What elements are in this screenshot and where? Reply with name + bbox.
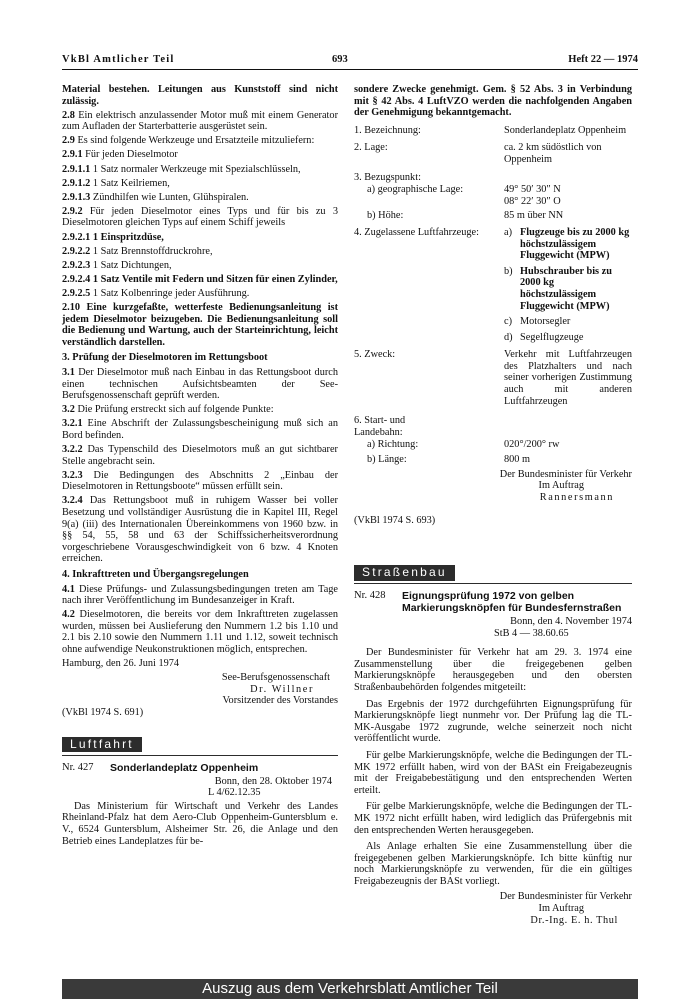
list-item: 2.9.2.2 1 Satz Brennstoffdruckrohre,	[62, 245, 213, 257]
footer-banner: Auszug aus dem Verkehrsblatt Amtlicher Teil	[62, 979, 638, 999]
paragraph: 4.2 Dieselmotoren, die bereits vor dem Inkrafttreten zugelassen wurden, müssen bei Auslieferung den Nummern 1.2 bis 1.10 und 2.1 bis 2.10 sowie den Nummern 1.11 und 1.12, soweit technisch ohne aufwendige Neukonstruktionen möglich, entsprechen.	[62, 609, 338, 656]
list-item: 2.9.2 Für jeden Dieselmotor eines Typs und für bis zu 3 Dieselmotoren gleichen Typs auf einem Schiff jeweils	[62, 205, 338, 229]
paragraph: Der Bundesminister für Verkehr hat am 29. 3. 1974 eine Zusammenstellung über die freigegebenen gelben Markierungsknöpfe herausgegeben und den obersten Straßenbaubehörden folgendes mitgeteilt:	[354, 647, 632, 693]
signature-name: Rannersmann	[539, 491, 614, 503]
notice-ref: StB 4 — 38.60.65	[494, 627, 569, 639]
field-row: 4. Zugelassene Luftfahrzeuge: a) Flugzeuge bis zu 2000 kg höchstzulässigem Fluggewicht (MPW) b) Hubschrauber bis zu 2000 kg höchstzulässigem Fluggewicht (MPW) c) Motorsegler d) Segelflugzeuge	[354, 226, 630, 343]
section-heading: 3. Prüfung der Dieselmotoren im Rettungsboot	[62, 352, 268, 364]
page-header	[62, 53, 638, 70]
paragraph: Für gelbe Markierungsknöpfe, welche die Bedingungen der TL-MK 1972 nicht erfüllt haben, wird lediglich das Prüfergebnis mit den entsprechenden Werten herausgegeben.	[354, 801, 632, 836]
notice-heading	[62, 762, 338, 774]
paragraph: 3.2.3 Die Bedingungen des Abschnitts 2 „Einbau der Dieselmotoren in Rettungsboote“ müssen erfüllt sein.	[62, 469, 338, 493]
field-row: b) Höhe: 85 m über NN	[367, 210, 564, 222]
left-column	[62, 84, 338, 850]
paragraph: 3.2.1 Eine Abschrift der Zulassungsbescheinigung muß sich an Bord befinden.	[62, 418, 338, 441]
signature-org: See-Berufsgenossenschaft	[221, 672, 330, 684]
paragraph: 2.10 Eine kurzgefaßte, wetterfeste Bedienungsanleitung ist jedem Dieselmotor beizugeben. Die Bedienungsanleitung soll die Bedienung und Wartung, auch der Starteinrichtung, leicht verständlich darstellen.	[62, 302, 338, 348]
field-row: b) Länge: 800 m	[367, 454, 531, 466]
journal-title: VkBl Amtlicher Teil	[62, 54, 175, 65]
signature-name: Dr. Willner	[250, 683, 314, 695]
field-row: a) Richtung: 020°/200° rw	[367, 439, 560, 451]
signature-title: Vorsitzender des Vorstandes	[222, 695, 338, 707]
field-row: 2. Lage: ca. 2 km südöstlich von Oppenheim	[354, 142, 602, 165]
notice-number: Nr. 428	[354, 590, 386, 601]
signature-name: Dr.-Ing. E. h. Thul	[530, 914, 618, 926]
paragraph: 3.2.4 Das Rettungsboot muß in ruhigem Wasser bei voller Besetzung und vollständiger Ausrüstung die in Kapitel III, Regel 9(a) (iii) des Internationalen Übereinkommens von 1960 bzw. in §§ 54, 55, 58 und 63 der Schiffssicherheitsverordnung vorgeschriebene Vorausgeschwindigkeit von 6 bzw. 4 Knoten erreichen.	[62, 495, 338, 565]
paragraph: Als Anlage erhalten Sie eine Zusammenstellung über die freigegebenen gelben Markierungsknöpfe. Ich bitte künftig nur noch Markierungsknöpfe zu verwenden, für die ein gültiges Freigabezeugnis der BASt vorliegt.	[354, 841, 632, 887]
signature-org: Der Bundesminister für Verkehr	[499, 468, 632, 480]
section-banner-row	[354, 565, 632, 584]
list-item: 2.9.2.1 1 Einspritzdüse,	[62, 231, 164, 243]
field-row: 5. Zweck: Verkehr mit Luftfahrzeugen des Platzhalters und nach seiner vorherigen Zustimmung auch mit anderen Luftfahrzeugen	[354, 349, 632, 407]
field-row: 6. Start- und Landebahn:	[354, 415, 406, 438]
notice-number: Nr. 427	[62, 761, 94, 773]
field-row: 1. Bezeichnung: Sonderlandeplatz Oppenheim	[354, 124, 627, 136]
reference: (VkBl 1974 S. 691)	[62, 707, 144, 718]
section-banner-luftfahrt: Luftfahrt	[62, 737, 142, 753]
paragraph: Material bestehen. Leitungen aus Kunststoff sind nicht zulässig.	[62, 84, 338, 107]
paragraph: 2.9 Es sind folgende Werkzeuge und Ersatzteile mitzuliefern:	[62, 135, 315, 147]
paragraph: 2.8 Ein elektrisch anzulassender Motor muß mit einem Generator zum Aufladen der Starterbatterie ausgerüstet sein.	[62, 109, 338, 133]
paragraph: Das Ministerium für Wirtschaft und Verkehr des Landes Rheinland-Pfalz hat dem Aero-Club Oppenheim-Guntersblum e. V., 6524 Guntersblum, Alsheimer Str. 26, die Anlage und den Betrieb eines Landeplatzes für be-	[62, 800, 338, 847]
notice-title: Eignungsprüfung 1972 von gelben Markierungsknöpfen für Bundesfernstraßen	[402, 590, 622, 614]
notice-heading	[354, 590, 632, 614]
field-row: a) geographische Lage: 49° 50′ 30″ N 08° 22′ 30″ O	[367, 184, 561, 207]
notice-date: Bonn, den 4. November 1974	[510, 616, 632, 627]
issue-label: Heft 22 — 1974	[568, 54, 638, 65]
paragraph: Für gelbe Markierungsknöpfe, welche die Bedingungen der TL-MK 1972 erfüllt haben, wird von der BASt ein Freigabezeugnis mit der Freigabebestätigung und den entsprechenden Werten erteilt.	[354, 749, 632, 796]
list-item: 2.9.2.5 1 Satz Kolbenringe jeder Ausführung.	[62, 287, 250, 299]
signature-title: Im Auftrag	[538, 480, 584, 492]
field-row: 3. Bezugspunkt:	[354, 171, 421, 183]
reference: (VkBl 1974 S. 693)	[354, 515, 436, 527]
list-item: 2.9.2.4 1 Satz Ventile mit Federn und Sitzen für einen Zylinder,	[62, 273, 338, 285]
section-banner-strassenbau: Straßenbau	[354, 565, 455, 581]
section-banner-row	[62, 737, 338, 756]
paragraph: 3.2.2 Das Typenschild des Dieselmotors muß an gut sichtbarer Stelle angebracht sein.	[62, 444, 338, 467]
paragraph: sondere Zwecke genehmigt. Gem. § 52 Abs. 3 in Verbindung mit § 42 Abs. 4 LuftVZO werden die nachfolgenden Angaben der Genehmigung bekanntgemacht.	[354, 84, 632, 119]
notice-title: Sonderlandeplatz Oppenheim	[110, 761, 259, 774]
paragraph: 3.1 Der Dieselmotor muß nach Einbau in das Rettungsboot durch einen technischen Aufsichtsbeamten der See-Berufsgenossenschaft geprüft werden.	[62, 366, 338, 402]
paragraph: 4.1 Diese Prüfungs- und Zulassungsbedingungen treten am Tage nach ihrer Veröffentlichung im Bundesanzeiger in Kraft.	[62, 583, 338, 607]
paragraph: 3.2 Die Prüfung erstreckt sich auf folgende Punkte:	[62, 404, 274, 416]
list-item: 2.9.1 Für jeden Dieselmotor	[62, 149, 178, 161]
signature-title: Im Auftrag	[538, 903, 584, 915]
section-heading: 4. Inkrafttreten und Übergangsregelungen	[62, 568, 249, 580]
right-column	[354, 84, 632, 926]
notice-ref: L 4/62.12.35	[208, 787, 261, 799]
list-item: 2.9.2.3 1 Satz Dichtungen,	[62, 259, 172, 271]
signature-org: Der Bundesminister für Verkehr	[499, 891, 632, 903]
list-item: 2.9.1.2 1 Satz Keilriemen,	[62, 177, 170, 189]
list-item: 2.9.1.1 1 Satz normaler Werkzeuge mit Spezialschlüsseln,	[62, 163, 301, 175]
notice-date: Bonn, den 28. Oktober 1974	[214, 775, 332, 787]
paragraph: Das Ergebnis der 1972 durchgeführten Eignungsprüfung für Markierungsknöpfe liegt nunmehr vor. Der Prüfung lag die TL-MK-Ausgabe 1972 zugrunde, welche seinerzeit noch nicht veröffentlicht wurde.	[354, 698, 632, 745]
page-number: 693	[332, 54, 348, 65]
place-date: Hamburg, den 26. Juni 1974	[62, 658, 180, 670]
list-item: 2.9.1.3 Zündhilfen wie Lunten, Glühspiralen.	[62, 191, 249, 203]
